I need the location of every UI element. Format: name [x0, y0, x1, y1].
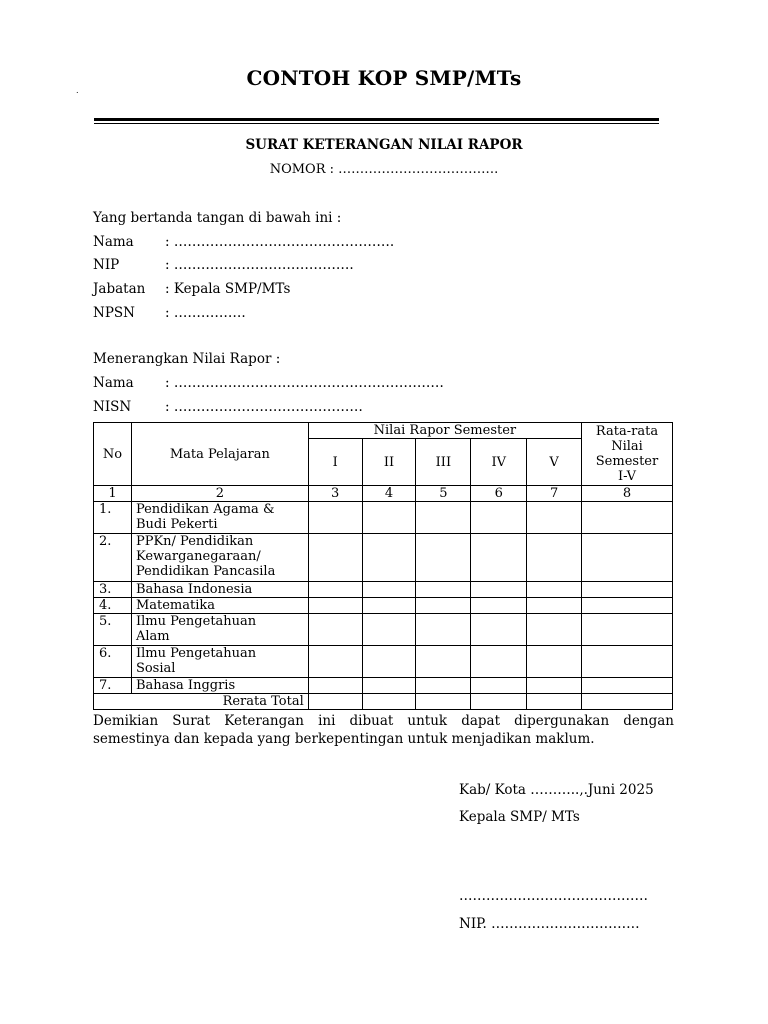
table-row — [94, 534, 673, 582]
subject-line: Pendidikan Agama & — [135, 502, 275, 517]
header-rule-thin — [94, 123, 659, 124]
row-number: 6. — [94, 646, 132, 678]
grade-cell — [308, 678, 362, 694]
grade-cell — [471, 582, 527, 598]
grade-cell — [416, 646, 471, 678]
grade-cell — [308, 502, 362, 534]
row-number: 7. — [94, 678, 132, 694]
stray-dot: . — [76, 86, 79, 95]
row-number: 1. — [94, 502, 132, 534]
average-cell — [582, 582, 673, 598]
grade-cell — [527, 694, 582, 710]
table-row — [94, 646, 673, 678]
average-cell — [582, 646, 673, 678]
subject-line: PPKn/ Pendidikan — [135, 534, 254, 549]
subject-line: Bahasa Inggris — [135, 678, 236, 693]
grade-cell — [416, 534, 471, 582]
signatory-nip-label: NIP — [93, 257, 120, 273]
total-row — [94, 694, 673, 710]
column-number: 8 — [582, 486, 673, 502]
subject-line: Ilmu Pengetahuan — [135, 614, 257, 629]
column-number: 2 — [131, 486, 308, 502]
subject-line: Alam — [135, 629, 170, 644]
header-no: No — [94, 423, 132, 486]
grade-cell — [527, 502, 582, 534]
row-subject — [131, 614, 308, 646]
column-number: 3 — [308, 486, 362, 502]
signatory-intro: Yang bertanda tangan di bawah ini : — [93, 210, 342, 226]
row-subject — [131, 502, 308, 534]
kop-title: CONTOH KOP SMP/MTs — [246, 66, 522, 90]
header-semester-3: III — [416, 439, 471, 486]
header-average — [582, 423, 673, 486]
closing-line-1: Demikian Surat Keterangan ini dibuat untuk dapat dipergunakan dengan — [93, 713, 674, 729]
grade-cell — [362, 614, 416, 646]
row-number: 4. — [94, 598, 132, 614]
signatory-npsn-value: : ……………. — [165, 305, 246, 321]
student-intro: Menerangkan Nilai Rapor : — [93, 351, 281, 367]
average-cell — [582, 678, 673, 694]
grade-cell — [527, 614, 582, 646]
row-subject — [131, 534, 308, 582]
column-number-row — [94, 486, 673, 502]
signatory-position-label: Jabatan — [93, 281, 146, 297]
signatory-name-label: Nama — [93, 234, 134, 250]
header-semester-group: Nilai Rapor Semester — [308, 423, 581, 439]
grade-cell — [362, 678, 416, 694]
grade-cell — [308, 694, 362, 710]
student-nisn-label: NISN — [93, 399, 132, 415]
header-semester-2: II — [362, 439, 416, 486]
average-cell — [582, 598, 673, 614]
closing-paragraph — [93, 712, 674, 748]
subject-line: Matematika — [135, 598, 216, 613]
grade-cell — [308, 598, 362, 614]
student-name-value: : …………………………………………………… — [165, 375, 444, 391]
grade-cell — [527, 646, 582, 678]
grade-cell — [527, 598, 582, 614]
grade-cell — [471, 614, 527, 646]
average-cell — [582, 502, 673, 534]
grade-cell — [471, 678, 527, 694]
row-subject — [131, 598, 308, 614]
grade-cell — [308, 646, 362, 678]
student-nisn-value: : …………………………………… — [165, 399, 363, 415]
row-subject — [131, 646, 308, 678]
row-subject — [131, 678, 308, 694]
table-row — [94, 582, 673, 598]
grade-cell — [416, 502, 471, 534]
average-cell — [582, 614, 673, 646]
row-number: 5. — [94, 614, 132, 646]
closing-line-2: semestinya dan kepada yang berkepentingan untuk menjadikan maklum. — [93, 731, 595, 747]
header-subject: Mata Pelajaran — [131, 423, 308, 486]
subject-line: Bahasa Indonesia — [135, 582, 253, 597]
signature-position: Kepala SMP/ MTs — [459, 809, 580, 825]
grade-cell — [362, 598, 416, 614]
grade-cell — [308, 534, 362, 582]
column-number: 1 — [94, 486, 132, 502]
table-row — [94, 598, 673, 614]
subject-line: Budi Pekerti — [135, 517, 218, 532]
grade-cell — [416, 694, 471, 710]
column-number: 6 — [471, 486, 527, 502]
column-number: 7 — [527, 486, 582, 502]
grade-cell — [471, 694, 527, 710]
subject-line: Sosial — [135, 661, 176, 676]
column-number: 5 — [416, 486, 471, 502]
signatory-position-value: : Kepala SMP/MTs — [165, 281, 291, 297]
average-cell — [582, 534, 673, 582]
grade-cell — [527, 534, 582, 582]
header-average-line: I-V — [618, 469, 636, 484]
grade-cell — [416, 614, 471, 646]
grade-cell — [362, 582, 416, 598]
grade-cell — [471, 598, 527, 614]
header-semester-4: IV — [471, 439, 527, 486]
signatory-name-value: : …………………………………………. — [165, 234, 395, 250]
signatory-nip-value: : …………………………………. — [165, 257, 354, 273]
header-semester-1: I — [308, 439, 362, 486]
row-subject — [131, 582, 308, 598]
signature-nip: NIP. …………………………… — [459, 916, 640, 932]
document-title: SURAT KETERANGAN NILAI RAPOR — [245, 137, 523, 153]
grade-cell — [416, 678, 471, 694]
total-label: Rerata Total — [94, 694, 309, 710]
grade-cell — [362, 502, 416, 534]
header-average-line: Semester — [595, 454, 659, 469]
grade-cell — [527, 582, 582, 598]
grade-cell — [471, 534, 527, 582]
document-number: NOMOR : ………………………………. — [269, 162, 499, 177]
grade-cell — [362, 694, 416, 710]
grade-cell — [416, 582, 471, 598]
table-row — [94, 614, 673, 646]
grade-cell — [416, 598, 471, 614]
signature-name-line: …………………………………… — [459, 888, 648, 904]
signatory-npsn-label: NPSN — [93, 305, 135, 321]
row-number: 2. — [94, 534, 132, 582]
student-name-label: Nama — [93, 375, 134, 391]
grade-cell — [471, 646, 527, 678]
grade-cell — [362, 646, 416, 678]
subject-line: Kewarganegaraan/ — [135, 549, 261, 564]
table-row — [94, 502, 673, 534]
header-rule-thick — [94, 118, 659, 121]
grade-cell — [308, 614, 362, 646]
header-average-line: Nilai — [611, 439, 643, 454]
subject-line: Ilmu Pengetahuan — [135, 646, 257, 661]
signature-place-date: Kab/ Kota ………..,.Juni 2025 — [459, 782, 654, 798]
grade-cell — [308, 582, 362, 598]
average-cell — [582, 694, 673, 710]
column-number: 4 — [362, 486, 416, 502]
row-number: 3. — [94, 582, 132, 598]
subject-line: Pendidikan Pancasila — [135, 564, 276, 579]
grade-cell — [362, 534, 416, 582]
grade-cell — [471, 502, 527, 534]
grade-cell — [527, 678, 582, 694]
table-row — [94, 678, 673, 694]
header-average-line: Rata-rata — [595, 424, 659, 439]
header-semester-5: V — [527, 439, 582, 486]
grades-table — [93, 422, 673, 710]
